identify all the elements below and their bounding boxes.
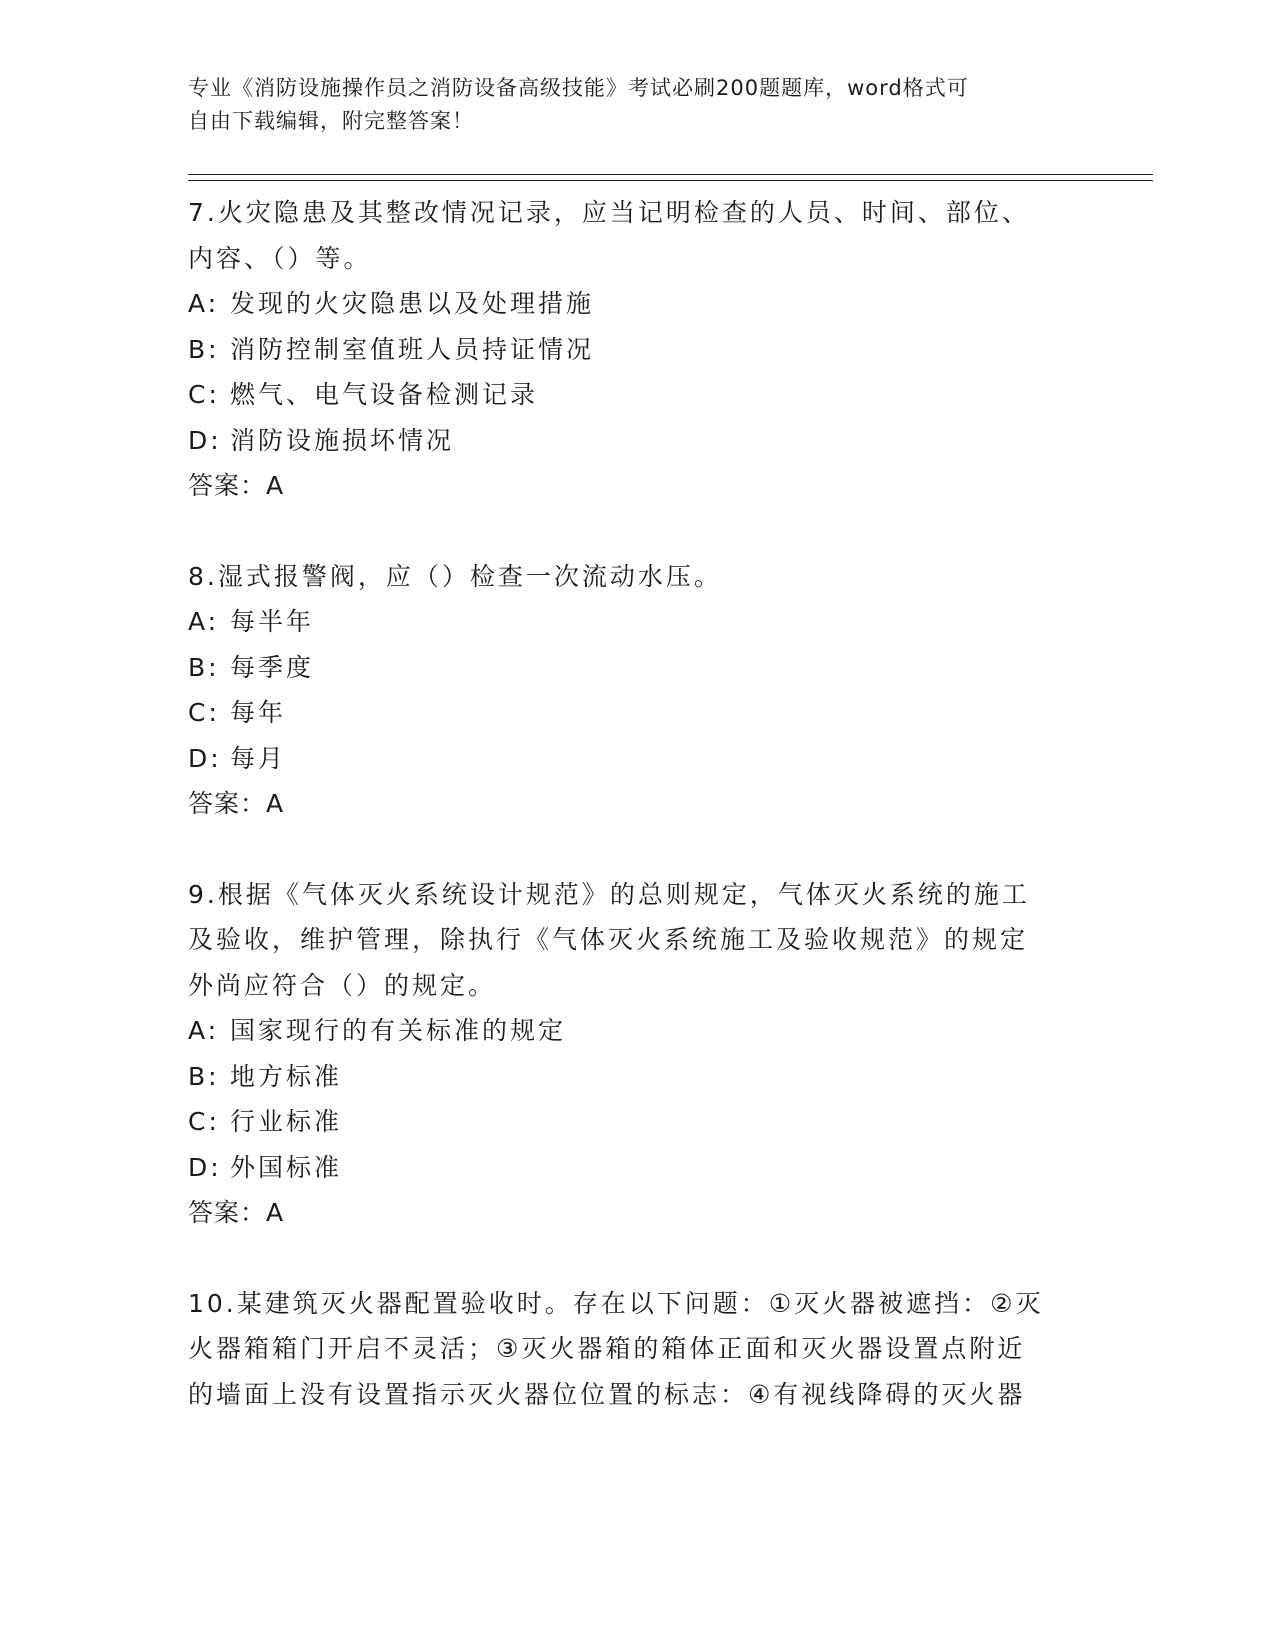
header-line-1: 专业《消防设施操作员之消防设备高级技能》考试必刷200题题库，word格式可 (188, 76, 969, 100)
option-key: A: (188, 607, 220, 636)
option-text: 行业标准 (230, 1107, 343, 1136)
header-divider-bottom (188, 180, 1153, 181)
option-text: 发现的火灾隐患以及处理措施 (230, 289, 595, 318)
option-key: B: (188, 652, 220, 682)
option-a (188, 1008, 1068, 1054)
option-key: D: (188, 1152, 222, 1182)
option-text: 每年 (230, 698, 287, 727)
question-9 (188, 872, 1068, 1236)
question-7 (188, 190, 1068, 509)
option-b (188, 645, 1068, 691)
header-divider-top (188, 174, 1153, 175)
option-text: 消防控制室值班人员持证情况 (230, 334, 595, 364)
question-8 (188, 554, 1068, 827)
option-text: 外国标准 (230, 1152, 343, 1182)
option-key: A: (188, 289, 220, 318)
option-key: B: (188, 1061, 220, 1091)
answer: 答案：A (188, 1198, 285, 1227)
option-c (188, 372, 1068, 418)
stem-line: 外尚应符合（）的规定。 (188, 970, 497, 1000)
stem-line: 7.火灾隐患及其整改情况记录，应当记明检查的人员、时间、部位、 (188, 198, 1030, 227)
option-b (188, 1054, 1068, 1100)
stem-line: 9.根据《气体灭火系统设计规范》的总则规定，气体灭火系统的施工 (188, 879, 1030, 909)
stem-line: 8.湿式报警阀，应（）检查一次流动水压。 (188, 561, 722, 591)
answer: 答案：A (188, 471, 285, 500)
option-d (188, 1145, 1068, 1191)
header-line-2: 自由下载编辑，附完整答案！ (188, 109, 474, 133)
option-text: 燃气、电气设备检测记录 (230, 380, 539, 409)
stem-line: 10.某建筑灭火器配置验收时。存在以下问题：①灭火器被遮挡：②灭 (188, 1288, 1044, 1318)
option-b (188, 327, 1068, 373)
question-stem (188, 554, 1068, 600)
option-key: C: (188, 380, 220, 409)
question-list (188, 190, 1068, 1462)
stem-line: 火器箱箱门开启不灵活；③灭火器箱的箱体正面和灭火器设置点附近 (188, 1334, 1026, 1363)
option-key: D: (188, 743, 222, 773)
option-c (188, 690, 1068, 736)
option-a (188, 281, 1068, 327)
option-text: 每半年 (230, 607, 315, 636)
option-key: A: (188, 1016, 220, 1045)
option-text: 地方标准 (230, 1061, 343, 1091)
answer: 答案：A (188, 789, 285, 818)
stem-line: 及验收，维护管理，除执行《气体灭火系统施工及验收规范》的规定 (188, 925, 1029, 954)
document-header (188, 72, 1068, 138)
question-stem (188, 190, 1068, 281)
option-text: 消防设施损坏情况 (230, 425, 455, 455)
question-10 (188, 1281, 1068, 1418)
option-c (188, 1099, 1068, 1145)
option-text: 每季度 (230, 652, 315, 682)
option-text: 每月 (230, 743, 287, 773)
option-key: C: (188, 1107, 220, 1136)
stem-line: 的墙面上没有设置指示灭火器位位置的标志：④有视线降碍的灭火器 (188, 1379, 1026, 1409)
option-key: B: (188, 334, 220, 364)
question-stem (188, 1281, 1068, 1418)
option-text: 国家现行的有关标准的规定 (230, 1016, 567, 1045)
option-key: D: (188, 425, 222, 455)
option-d (188, 418, 1068, 464)
question-stem (188, 872, 1068, 1009)
stem-line: 内容、（）等。 (188, 243, 372, 273)
option-a (188, 599, 1068, 645)
option-key: C: (188, 698, 220, 727)
option-d (188, 736, 1068, 782)
